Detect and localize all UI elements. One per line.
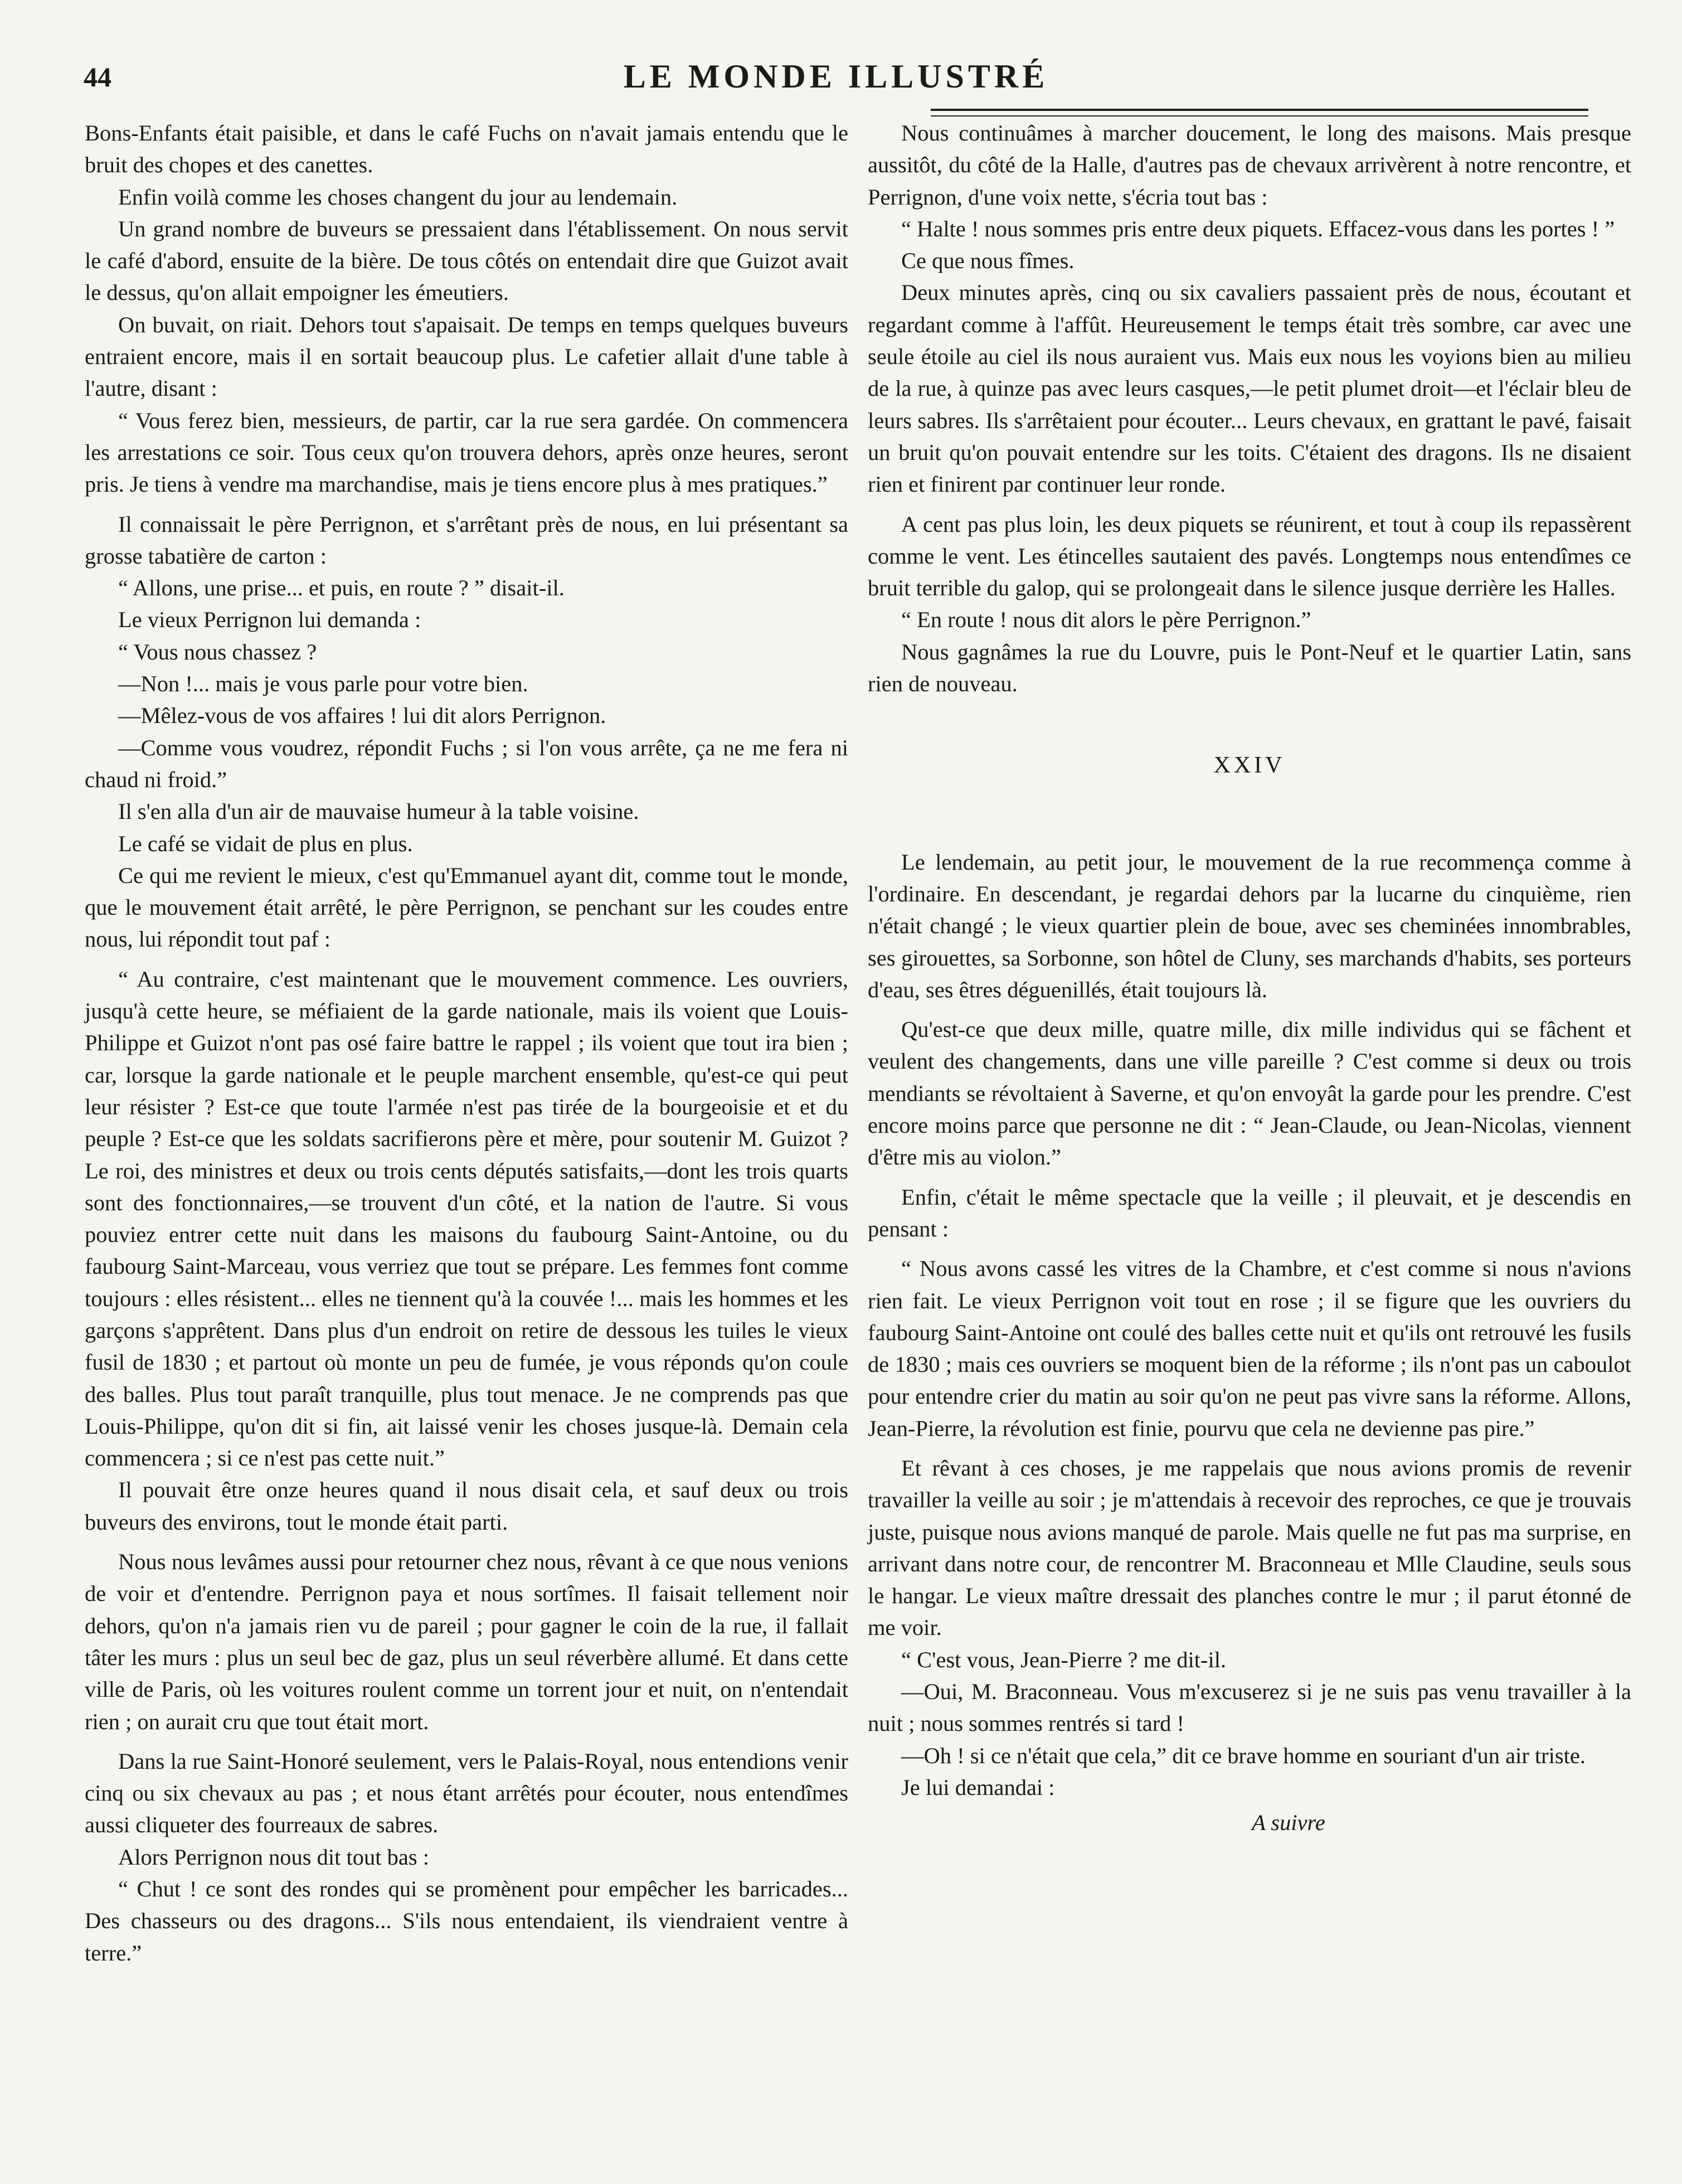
paragraph: On buvait, on riait. Dehors tout s'apaisait. De temps en temps quelques buveurs entraient encore, mais il en sortait beaucoup plus. Le cafetier allait d'une table à l'autre, disant : (85, 312, 848, 401)
masthead-title: LE MONDE ILLUSTRÉ (623, 58, 1049, 95)
to-be-continued: A suivre (1252, 1810, 1325, 1836)
paragraph: “ Nous avons cassé les vitres de la Chambre, et c'est comme si nous n'avions rien fait. Le vieux Perrignon voit tout en rose ; il se figure que les ouvriers du faubourg Saint-Antoine ont coulé des balles cette nuit et qu'ils ont retrouvé les fusils de 1830 ; mais ces ouvriers se moquent bien de la réforme ; ils n'ont pas un caboulot pour entendre crier du matin au soir qu'on ne peut pas vivre sans la réforme. Allons, Jean-Pierre, la révolution est finie, pourvu que cela ne devienne pas pire.” (868, 1256, 1631, 1441)
paragraph: “ Vous ferez bien, messieurs, de partir, car la rue sera gardée. On commencera les arrestations ce soir. Tous ceux qu'on trouvera dehors, après onze heures, seront pris. Je tiens à vendre ma marchandise, mais je tiens encore plus à mes pratiques.” (85, 407, 848, 497)
paragraph: Ce que nous fîmes. (901, 248, 1075, 274)
paragraph: “ C'est vous, Jean-Pierre ? me dit-il. (901, 1647, 1227, 1672)
paragraph: Enfin, c'était le même spectacle que la veille ; il pleuvait, et je descendis en pensant : (868, 1184, 1631, 1241)
header-rule (931, 109, 1588, 111)
paragraph: Dans la rue Saint-Honoré seulement, vers le Palais-Royal, nous entendions venir cinq ou six chevaux au pas ; et nous étant arrêtés pour écouter, nous entendîmes aussi cliqueter des fourreaux de sabres. (85, 1748, 848, 1838)
paragraph: Le vieux Perrignon lui demanda : (118, 607, 421, 633)
paragraph: Il s'en alla d'un air de mauvaise humeur à la table voisine. (118, 799, 639, 824)
page-header (84, 53, 1588, 98)
paragraph: Et rêvant à ces choses, je me rappelais que nous avions promis de revenir travailler la veille au soir ; je m'attendais à recevoir des reproches, ce que je trouvais juste, puisque nous avions manqué de parole. Mais quelle ne fut pas ma surprise, en arrivant dans notre cour, de rencontrer M. Braconneau et Mlle Claudine, seuls sous le hangar. Le vieux maître dressait des planches contre le mur ; il parut étonné de me voir. (868, 1455, 1631, 1641)
paragraph: Deux minutes après, cinq ou six cavaliers passaient près de nous, écoutant et regardant comme à l'affût. Heureusement le temps était très sombre, car avec une seule étoile au ciel ils nous auraient vus. Mais eux nous les voyions bien au milieu de la rue, à quinze pas avec leurs casques,—le petit plumet droit—et l'éclair bleu de leurs sabres. Ils s'arrêtaient pour écouter... Leurs chevaux, en grattant le pavé, faisait un bruit qu'on pouvait entendre sur les toits. C'étaient des dragons. Ils ne disaient rien et finirent par continuer leur ronde. (868, 280, 1631, 497)
paragraph: “ En route ! nous dit alors le père Perrignon.” (901, 607, 1311, 633)
paragraph: Nous gagnâmes la rue du Louvre, puis le Pont-Neuf et le quartier Latin, sans rien de nouveau. (868, 639, 1631, 697)
paragraph: Le café se vidait de plus en plus. (118, 831, 413, 856)
paragraph: Je lui demandai : (901, 1774, 1055, 1800)
paragraph: —Oui, M. Braconneau. Vous m'excuserez si je ne suis pas venu travailler à la nuit ; nous sommes rentrés si tard ! (868, 1679, 1631, 1736)
paragraph: —Comme vous voudrez, répondit Fuchs ; si l'on vous arrête, ça ne me fera ni chaud ni froid.” (85, 735, 848, 792)
paragraph: Le lendemain, au petit jour, le mouvement de la rue recommença comme à l'ordinaire. En descendant, je regardai dehors par la lucarne du cinquième, rien n'était changé ; le vieux quartier plein de boue, avec ses cheminées innombrables, ses girouettes, sa Sorbonne, son hôtel de Cluny, ses marchands d'habits, ses porteurs d'eau, ses êtres déguenillés, était toujours là. (868, 849, 1631, 1002)
chapter-heading: XXIV (1213, 753, 1286, 779)
paragraph: “ Vous nous chassez ? (118, 639, 317, 664)
paragraph: Un grand nombre de buveurs se pressaient dans l'établissement. On nous servit le café d'abord, ensuite de la bière. De tous côtés on entendait dire que Guizot avait le dessus, qu'on allait empoigner les émeutiers. (85, 216, 848, 305)
paragraph: —Oh ! si ce n'était que cela,” dit ce brave homme en souriant d'un air triste. (901, 1743, 1586, 1768)
paragraph: “ Allons, une prise... et puis, en route ? ” disait-il. (118, 575, 565, 601)
paragraph: Il pouvait être onze heures quand il nous disait cela, et sauf deux ou trois buveurs des environs, tout le monde était parti. (85, 1477, 848, 1535)
paragraph: —Mêlez-vous de vos affaires ! lui dit alors Perrignon. (118, 703, 606, 729)
right-column (868, 117, 1631, 1839)
paragraph: Nous nous levâmes aussi pour retourner chez nous, rêvant à ce que nous venions de voir et d'entendre. Perrignon paya et nous sortîmes. Il faisait tellement noir dehors, qu'on n'a jamais rien vu de pareil ; pour gagner le coin de la rue, il fallait tâter les murs : plus un seul bec de gaz, plus un seul réverbère allumé. Et dans cette ville de Paris, où les voitures roulent comme un torrent jour et nuit, on n'entendait rien ; on aurait cru que tout était mort. (85, 1549, 848, 1734)
paragraph: “ Halte ! nous sommes pris entre deux piquets. Effacez-vous dans les portes ! ” (901, 216, 1615, 241)
paragraph: —Non !... mais je vous parle pour votre bien. (118, 671, 528, 697)
header-rule-thin (931, 115, 1588, 117)
paragraph: A cent pas plus loin, les deux piquets se réunirent, et tout à coup ils repassèrent comme le vent. Les étincelles sautaient des pavés. Longtemps nous entendîmes ce bruit terrible du galop, qui se prolongeait dans le silence jusque derrière les Halles. (868, 511, 1631, 601)
paragraph: Ce qui me revient le mieux, c'est qu'Emmanuel ayant dit, comme tout le monde, que le mouvement était arrêté, le père Perrignon, se penchant sur les coudes entre nous, lui répondit tout paf : (85, 862, 848, 952)
paragraph: Il connaissait le père Perrignon, et s'arrêtant près de nous, en lui présentant sa grosse tabatière de carton : (85, 511, 848, 569)
paragraph: Nous continuâmes à marcher doucement, le long des maisons. Mais presque aussitôt, du côté de la Halle, d'autres pas de chevaux arrivèrent à notre rencontre, et Perrignon, d'une voix nette, s'écria tout bas : (868, 120, 1631, 210)
paragraph: “ Au contraire, c'est maintenant que le mouvement commence. Les ouvriers, jusqu'à cette heure, se méfiaient de la garde nationale, mais ils voient que Louis-Philippe et Guizot n'ont pas osé faire battre le rappel ; ils voient que tout ira bien ; car, lorsque la garde nationale et le peuple marchent ensemble, qu'est-ce qui peut leur résister ? Est-ce que toute l'armée n'est pas tirée de la bourgeoisie et et du peuple ? Est-ce que les soldats sacrifierons père et mère, pour soutenir M. Guizot ? Le roi, des ministres et deux ou trois cents députés satisfaits,—dont les trois quarts sont des fonctionnaires,—se trouvent d'un côté, et la nation de l'autre. Si vous pouviez entrer cette nuit dans les maisons du faubourg Saint-Antoine, ou du faubourg Saint-Marceau, vous verriez que tout se prépare. Les femmes font comme toujours : elles résistent... elles ne tiennent qu'à la couvée !... mais les hommes et les garçons s'apprêtent. Dans plus d'un endroit on retire de dessous les tuiles le vieux fusil de 1830 ; et partout où monte un peu de fumée, je vous réponds qu'on coule des balles. Plus tout paraît tranquille, plus tout menace. Je ne comprends pas que Louis-Philippe, qu'on dit si fin, ait laissé venir les choses jusque-là. Demain cela commencera ; si ce n'est pas cette nuit.” (85, 966, 848, 1471)
paragraph: Enfin voilà comme les choses changent du jour au lendemain. (118, 184, 678, 210)
paragraph: “ Chut ! ce sont des rondes qui se promènent pour empêcher les barricades... Des chasseurs ou des dragons... S'ils nous entendaient, ils viendraient ventre à terre.” (85, 1876, 848, 1965)
left-column (85, 117, 848, 1969)
paragraph: Qu'est-ce que deux mille, quatre mille, dix mille individus qui se fâchent et veulent des changements, dans une ville pareille ? C'est comme si deux ou trois mendiants se révoltaient à Saverne, et qu'on envoyât la garde pour les prendre. C'est encore moins parce que personne ne dit : “ Jean-Claude, ou Jean-Nicolas, viennent d'être mis au violon.” (868, 1017, 1631, 1170)
paragraph: Alors Perrignon nous dit tout bas : (118, 1844, 429, 1870)
page-number: 44 (84, 61, 111, 93)
paragraph: Bons-Enfants était paisible, et dans le café Fuchs on n'avait jamais entendu que le bruit des chopes et des canettes. (85, 120, 848, 178)
